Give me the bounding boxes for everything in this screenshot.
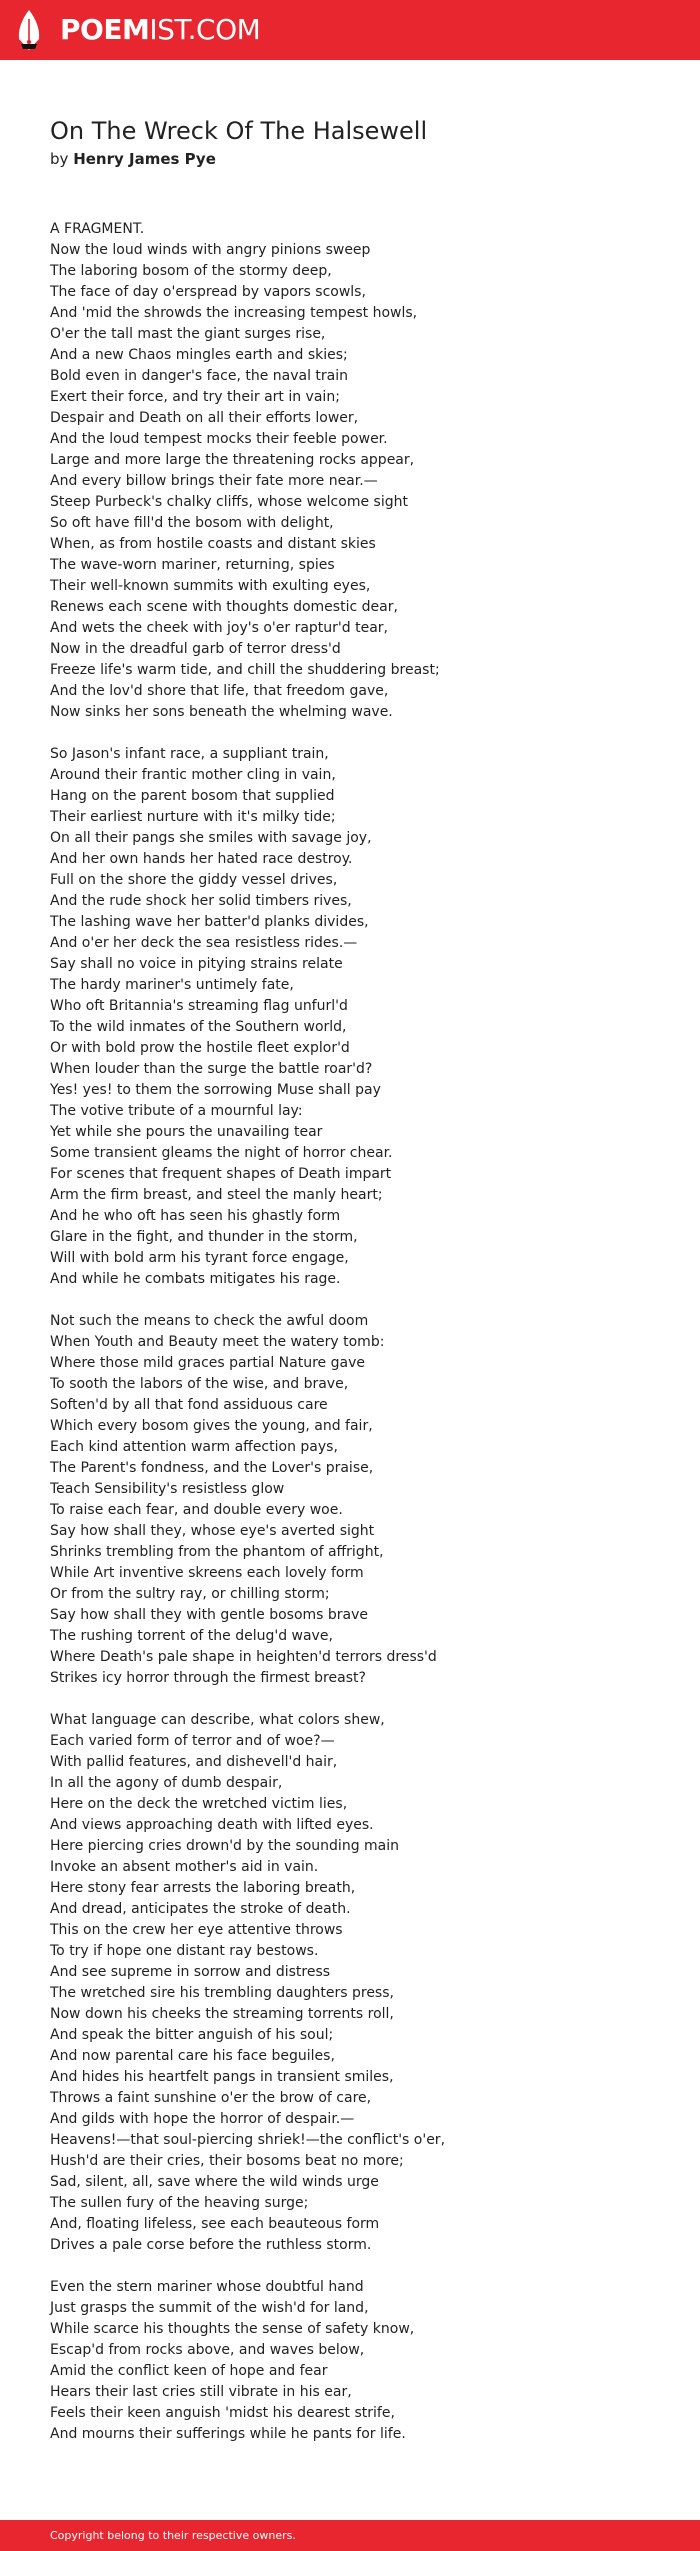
poem-line: The Parent's fondness, and the Lover's praise, <box>50 1460 374 1476</box>
poem-line: Amid the conflict keen of hope and fear <box>50 2363 328 2379</box>
poem-line: And, floating lifeless, see each beauteous form <box>50 2216 380 2232</box>
poem-stanza <box>50 219 670 723</box>
poem-line: A FRAGMENT. <box>50 221 145 237</box>
poem-line: And while he combats mitigates his rage. <box>50 1271 341 1287</box>
poem-line: To try if hope one distant ray bestows. <box>50 1943 319 1959</box>
poem-line: And the lov'd shore that life, that freedom gave, <box>50 683 389 699</box>
poem-line: The votive tribute of a mournful lay: <box>50 1103 303 1119</box>
poem-line: Strikes icy horror through the firmest breast? <box>50 1670 366 1686</box>
poem-line: To the wild inmates of the Southern world, <box>50 1019 347 1035</box>
poem-line: And views approaching death with lifted eyes. <box>50 1817 374 1833</box>
poem-line: And 'mid the shrowds the increasing tempest howls, <box>50 305 418 321</box>
poem-line: And her own hands her hated race destroy. <box>50 851 353 867</box>
poem-line: So oft have fill'd the bosom with delight, <box>50 515 334 531</box>
poem-line: Yes! yes! to them the sorrowing Muse shall pay <box>50 1082 381 1098</box>
poem-line: This on the crew her eye attentive throws <box>50 1922 343 1938</box>
poem-line: Where those mild graces partial Nature gave <box>50 1355 365 1371</box>
poem-line: Where Death's pale shape in heighten'd terrors dress'd <box>50 1649 437 1665</box>
site-logo[interactable] <box>60 13 260 47</box>
poem-line: The rushing torrent of the delug'd wave, <box>50 1628 333 1644</box>
poem-byline <box>50 148 216 170</box>
poem-line: Shrinks trembling from the phantom of affright, <box>50 1544 384 1560</box>
poem-line: What language can describe, what colors shew, <box>50 1712 385 1728</box>
poem-line: Glare in the fight, and thunder in the storm, <box>50 1229 358 1245</box>
poem-stanza <box>50 2277 670 2445</box>
poem-line: And every billow brings their fate more near.— <box>50 473 378 489</box>
poem-line: The laboring bosom of the stormy deep, <box>50 263 332 279</box>
poem-line: Or with bold prow the hostile fleet explor'd <box>50 1040 350 1056</box>
poem-line: Hears their last cries still vibrate in his ear, <box>50 2384 352 2400</box>
poem-line: And hides his heartfelt pangs in transient smiles, <box>50 2069 394 2085</box>
poem-line: And now parental care his face beguiles, <box>50 2048 335 2064</box>
poem-line: And wets the cheek with joy's o'er raptur'd tear, <box>50 620 388 636</box>
poem-line: Around their frantic mother cling in vain, <box>50 767 336 783</box>
poem-line: While scarce his thoughts the sense of safety know, <box>50 2321 415 2337</box>
poem-line: Feels their keen anguish 'midst his dearest strife, <box>50 2405 395 2421</box>
poem-line: And he who oft has seen his ghastly form <box>50 1208 341 1224</box>
poem-line: The lashing wave her batter'd planks divides, <box>50 914 369 930</box>
poem-line: Here on the deck the wretched victim lies, <box>50 1796 348 1812</box>
poem-line: Teach Sensibility's resistless glow <box>50 1481 285 1497</box>
poem-line: Large and more large the threatening rocks appear, <box>50 452 415 468</box>
poem-line: Heavens!—that soul-piercing shriek!—the conflict's o'er, <box>50 2132 446 2148</box>
poem-body <box>50 219 670 2466</box>
poem-line: Say shall no voice in pitying strains relate <box>50 956 343 972</box>
poem-line: Each varied form of terror and of woe?— <box>50 1733 335 1749</box>
poem-line: Now the loud winds with angry pinions sweep <box>50 242 371 258</box>
poem-line: Just grasps the summit of the wish'd for land, <box>50 2300 369 2316</box>
poem-line: Throws a faint sunshine o'er the brow of care, <box>50 2090 372 2106</box>
poem-line: Now sinks her sons beneath the whelming wave. <box>50 704 393 720</box>
poem-line: To sooth the labors of the wise, and brave, <box>50 1376 349 1392</box>
author-name[interactable]: Henry James Pye <box>73 150 216 168</box>
poem-line: The wave-worn mariner, returning, spies <box>50 557 335 573</box>
site-header <box>0 0 700 60</box>
poem-line: Hang on the parent bosom that supplied <box>50 788 335 804</box>
poem-line: Say how shall they, whose eye's averted sight <box>50 1523 375 1539</box>
poem-line: Which every bosom gives the young, and fair, <box>50 1418 373 1434</box>
poem-line: And o'er her deck the sea resistless rides.— <box>50 935 358 951</box>
poem-line: The face of day o'erspread by vapors scowls, <box>50 284 366 300</box>
poem-line: Here stony fear arrests the laboring breath, <box>50 1880 356 1896</box>
poem-stanza <box>50 1311 670 1689</box>
logo-bold-text: POEM <box>60 13 150 46</box>
logo-light-text: IST.COM <box>149 13 261 46</box>
poem-line: Now in the dreadful garb of terror dress'd <box>50 641 341 657</box>
by-label: by <box>50 150 69 168</box>
poem-line: Full on the shore the giddy vessel drives, <box>50 872 338 888</box>
poem-line: Who oft Britannia's streaming flag unfurl'd <box>50 998 348 1014</box>
poem-line: Say how shall they with gentle bosoms brave <box>50 1607 369 1623</box>
poem-line: Bold even in danger's face, the naval train <box>50 368 349 384</box>
poem-line: Soften'd by all that fond assiduous care <box>50 1397 328 1413</box>
poem-line: Yet while she pours the unavailing tear <box>50 1124 323 1140</box>
poem-stanza <box>50 1710 670 2256</box>
poem-line: Exert their force, and try their art in vain; <box>50 389 340 405</box>
poem-line: And speak the bitter anguish of his soul; <box>50 2027 334 2043</box>
poem-line: And see supreme in sorrow and distress <box>50 1964 331 1980</box>
quill-pen-icon[interactable] <box>16 9 42 51</box>
poem-line: Steep Purbeck's chalky cliffs, whose welcome sight <box>50 494 408 510</box>
poem-line: The hardy mariner's untimely fate, <box>50 977 294 993</box>
poem-line: And gilds with hope the horror of despair.— <box>50 2111 355 2127</box>
poem-line: Escap'd from rocks above, and waves below, <box>50 2342 365 2358</box>
poem-line: When louder than the surge the battle roar'd? <box>50 1061 373 1077</box>
poem-line: And dread, anticipates the stroke of death. <box>50 1901 351 1917</box>
poem-title: On The Wreck Of The Halsewell <box>50 117 428 145</box>
poem-line: So Jason's infant race, a suppliant train, <box>50 746 329 762</box>
poem-line: When Youth and Beauty meet the watery tomb: <box>50 1334 385 1350</box>
poem-line: Or from the sultry ray, or chilling storm; <box>50 1586 330 1602</box>
poem-line: When, as from hostile coasts and distant skies <box>50 536 376 552</box>
poem-line: Will with bold arm his tyrant force engage, <box>50 1250 349 1266</box>
poem-line: Renews each scene with thoughts domestic dear, <box>50 599 398 615</box>
poem-line: Not such the means to check the awful doom <box>50 1313 369 1329</box>
poem-line: The wretched sire his trembling daughters press, <box>50 1985 394 2001</box>
poem-line: And the loud tempest mocks their feeble power. <box>50 431 388 447</box>
poem-line: Invoke an absent mother's aid in vain. <box>50 1859 319 1875</box>
poem-line: Freeze life's warm tide, and chill the shuddering breast; <box>50 662 440 678</box>
poem-stanza <box>50 744 670 1290</box>
poem-line: In all the agony of dumb despair, <box>50 1775 283 1791</box>
poem-line: While Art inventive skreens each lovely form <box>50 1565 364 1581</box>
poem-line: Their well-known summits with exulting eyes, <box>50 578 371 594</box>
poem-line: Even the stern mariner whose doubtful hand <box>50 2279 364 2295</box>
poem-line: And the rude shock her solid timbers rives, <box>50 893 352 909</box>
poem-line: O'er the tall mast the giant surges rise, <box>50 326 326 342</box>
poem-line: For scenes that frequent shapes of Death impart <box>50 1166 392 1182</box>
poem-line: And a new Chaos mingles earth and skies; <box>50 347 348 363</box>
poem-line: And mourns their sufferings while he pants for life. <box>50 2426 406 2442</box>
poem-line: Hush'd are their cries, their bosoms beat no more; <box>50 2153 404 2169</box>
poem-line: With pallid features, and dishevell'd hair, <box>50 1754 338 1770</box>
poem-line: Despair and Death on all their efforts lower, <box>50 410 359 426</box>
poem-line: Drives a pale corse before the ruthless storm. <box>50 2237 372 2253</box>
poem-line: Sad, silent, all, save where the wild winds urge <box>50 2174 379 2190</box>
poem-line: Here piercing cries drown'd by the sounding main <box>50 1838 400 1854</box>
copyright-text: Copyright belong to their respective owners. <box>50 2529 296 2542</box>
poem-line: Some transient gleams the night of horror chear. <box>50 1145 393 1161</box>
poem-line: Arm the firm breast, and steel the manly heart; <box>50 1187 383 1203</box>
poem-line: Each kind attention warm affection pays, <box>50 1439 338 1455</box>
poem-line: Now down his cheeks the streaming torrents roll, <box>50 2006 394 2022</box>
site-footer <box>0 2520 700 2551</box>
poem-line: The sullen fury of the heaving surge; <box>50 2195 309 2211</box>
poem-line: On all their pangs she smiles with savage joy, <box>50 830 372 846</box>
poem-line: Their earliest nurture with it's milky tide; <box>50 809 336 825</box>
poem-line: To raise each fear, and double every woe. <box>50 1502 343 1518</box>
